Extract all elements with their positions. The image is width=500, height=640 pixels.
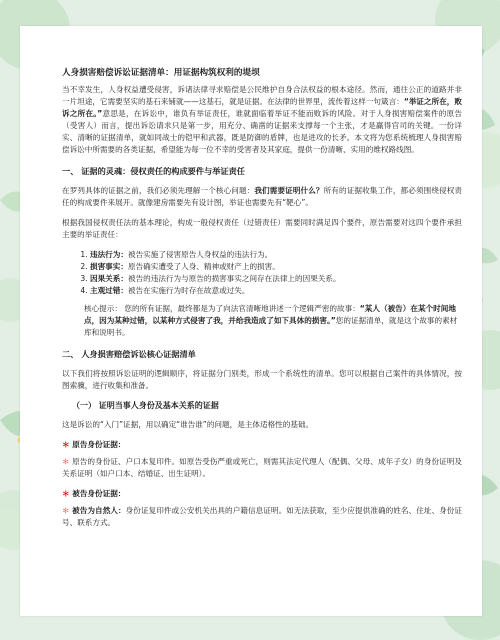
defendant-natural-person [62,505,462,529]
core-tip-text: 您的所有证据，最终都是为了向法官清晰地讲述一个逻辑严密的故事： [124,304,360,313]
list-item [90,273,462,285]
document-title: 人身损害赔偿诉讼证据清单：用证据构筑权利的堤坝 [62,68,260,78]
list-item-text: 原告确实遭受了人身、精神或财产上的损害。 [127,262,280,271]
intro-paragraph [62,84,462,156]
list-item-text: 被告实施了侵害原告人身权益的违法行为。 [127,250,273,259]
core-tip-label: 核心提示： [84,304,122,313]
core-tip-end: 您的证据清单，就是这个故事的素材库和说明书。 [84,316,458,337]
elements-list [62,249,462,297]
list-item [90,285,462,297]
natural-person-text: 身份证复印件或公安机关出具的户籍信息证明。如无法获取，至少应提供准确的姓名、住址、身份证号、联系方式。 [62,506,463,527]
plaintiff-evidence-text [62,456,462,480]
section-2-paragraph-1: 以下我们将按照诉讼证明的逻辑顺序，将证据分门别类，形成一个系统性的清单。您可以根据自己案件的具体情况，按图索骥，进行收集和准备。 [62,369,462,390]
section-1-p1-b: 我们需要证明什么？ [254,186,324,195]
intro-maxim: “举证之所在，败诉之所在。” [62,97,462,118]
intro-text-2: 意思是，在诉讼中，谁负有举证责任，谁就面临着举证不能而败诉的风险。对于人身损害赔偿案件的原告（受害人）而言，提出诉讼请求只是第一步，用充分、确凿的证据来支撑每一个主张，才是赢得官司的关键。一份详实、清晰的证据清单，就如同战士的铠甲和武器，既是防御的盾牌，也是进攻的长矛。本文将为您系统梳理人身损害赔偿诉讼中所需要的各类证据，希望能为每一位不幸的受害者及其家庭，提供一份清晰、实用的维权路线图。 [62,109,462,154]
document-page [20,26,482,616]
list-item-label: 主观过错： [90,286,128,295]
plaintiff-evidence-body: 原告的身份证、户口本复印件。如原告受伤严重或死亡，则需其法定代理人（配偶、父母、成年子女）的身份证明及关系证明（如户口本、结婚证、出生证明）。 [62,457,462,478]
subsection-heading: （一） 证明当事人身份及基本关系的证据 [72,401,219,410]
list-item-text: 被告的违法行为与原告的损害事实之间存在法律上的因果关系。 [127,274,341,283]
core-tip [84,303,462,339]
list-item-label: 因果关系： [90,274,128,283]
core-tip-story: “某人（被告）在某个时间地点，因为某种过错，以某种方式侵害了我，并给我造成了如下具体的损害。” [84,304,456,325]
list-item-label: 违法行为： [90,250,128,259]
section-1-p1-c: 所有的证据收集工作，都必须围绕侵权责任的构成要件来展开。就像建房需要先有设计图，举证也需要先有“靶心”。 [62,186,463,207]
bullet-star-icon: ＊ [62,506,73,515]
section-1-p1-a: 在罗列具体的证据之前，我们必须先理解一个核心问题： [62,186,255,195]
list-item-label: 损害事实： [90,262,128,271]
section-2-heading: 二、 人身损害赔偿诉讼核心证据清单 [62,349,196,359]
section-1-paragraph-1 [62,185,462,209]
section-1-heading: 一、 证据的灵魂：侵权责任的构成要件与举证责任 [62,166,245,176]
defendant-evidence-title: 被告身份证据： [72,489,126,498]
intro-text-1: 当不幸发生，人身权益遭受侵害，诉诸法律寻求赔偿是公民维护自身合法权益的根本途径。然而，通往公正的道路并非一片坦途，它需要坚实的基石来铺就——这基石，就是证据。在法律的世界里，流传着这样一句箴言： [62,85,462,106]
list-item-text: 被告在实施行为时存在故意或过失。 [127,286,250,295]
natural-person-label: 被告为自然人： [72,506,126,515]
bullet-star-icon: ＊ [62,457,73,466]
list-item [90,249,462,261]
plaintiff-evidence-title: 原告身份证据： [72,440,126,449]
document-content [20,26,482,529]
plaintiff-evidence-heading: ＊ 原告身份证据： [62,440,126,449]
defendant-evidence-heading: ＊ 被告身份证据： [62,489,126,498]
subsection-intro: 这是诉讼的“入门”证据，用以确定“谁告谁”的问题，是主体适格性的基础。 [62,420,314,429]
section-1-paragraph-2: 根据我国侵权责任法的基本理论，构成一般侵权责任（过错责任）需要同时满足四个要件，原告需要对这四个要件承担主要的举证责任： [62,218,462,239]
list-item [90,261,462,273]
